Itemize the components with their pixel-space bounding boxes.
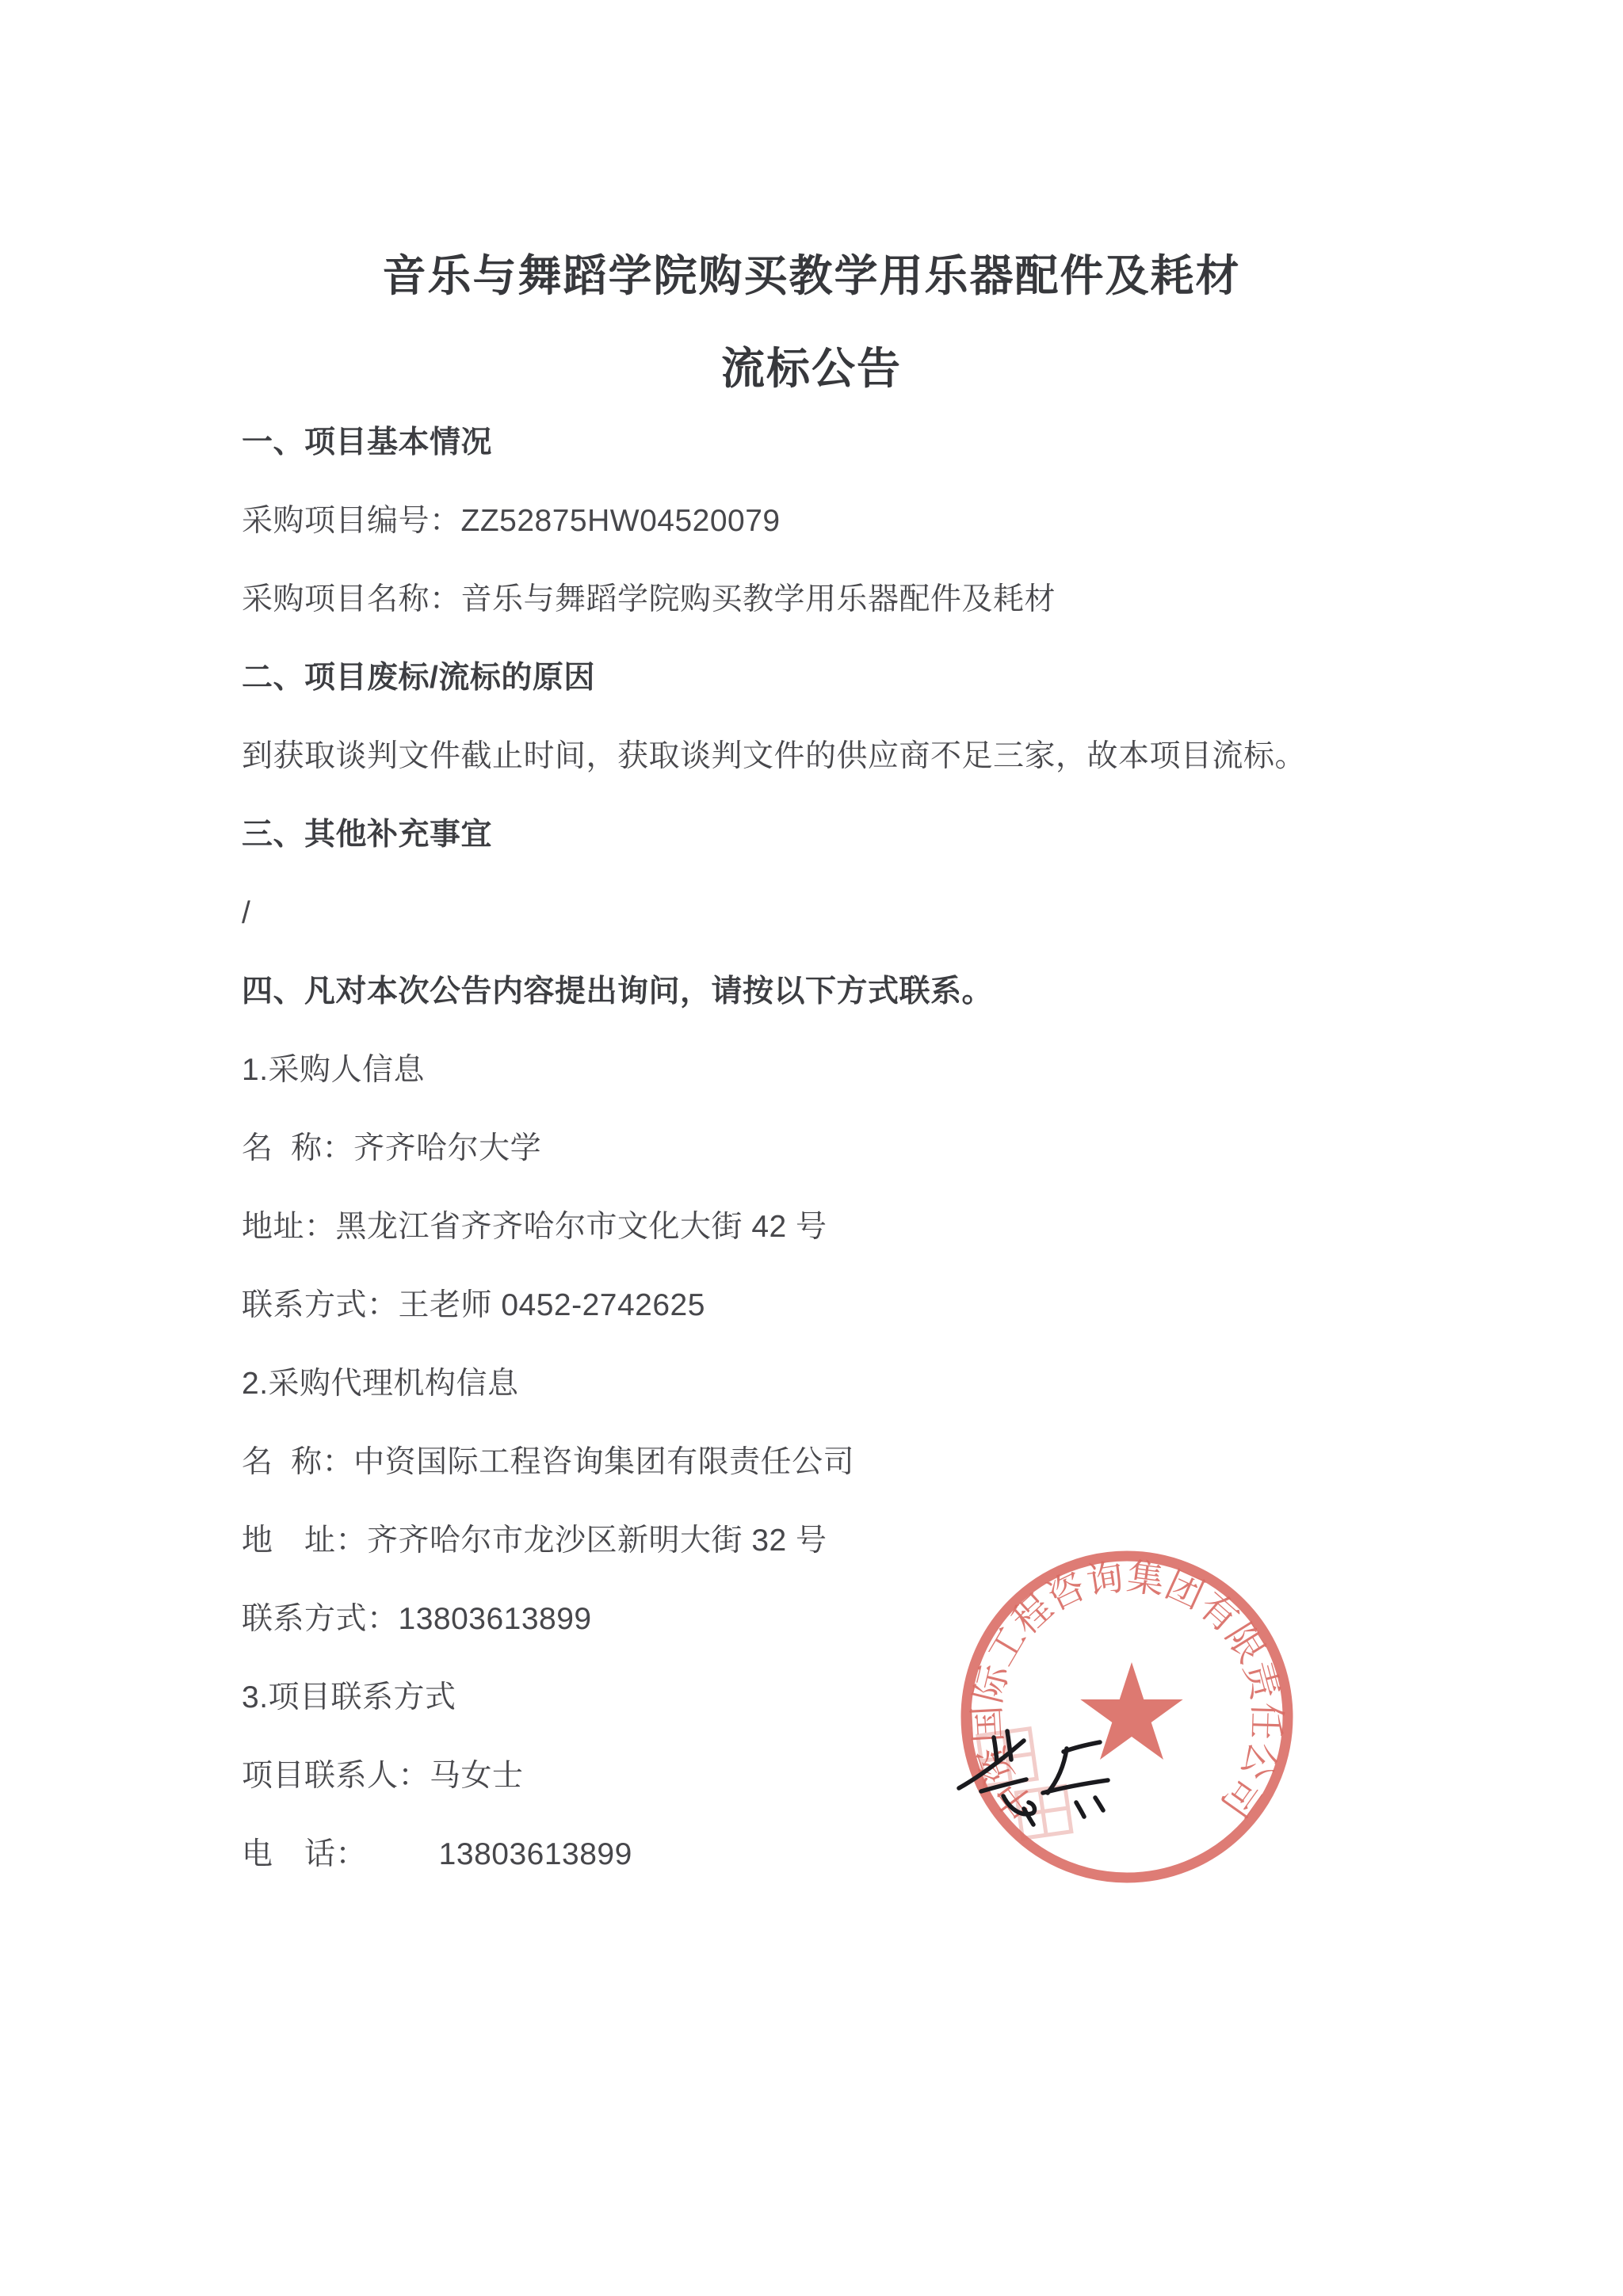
buyer-address-line: 地址：黑龙江省齐齐哈尔市文化大街 42 号: [242, 1210, 827, 1244]
project-contact-heading: 3.项目联系方式: [242, 1680, 456, 1714]
failure-reason-line: 到获取谈判文件截止时间，获取谈判文件的供应商不足三家，故本项目流标。: [242, 739, 1307, 773]
agency-info-heading: 2.采购代理机构信息: [242, 1367, 519, 1401]
project-number-line: 采购项目编号：ZZ52875HW04520079: [242, 504, 781, 538]
section-1-heading: 一、项目基本情况: [242, 425, 493, 460]
buyer-name-line: 名 称：齐齐哈尔大学: [242, 1131, 542, 1165]
project-contact-person-line: 项目联系人：马女士: [242, 1759, 524, 1793]
seal-arc-text: 中资国际工程咨询集团有限责任公司: [965, 1554, 1289, 1828]
title-line-project: 音乐与舞蹈学院购买教学用乐器配件及耗材: [382, 251, 1241, 300]
project-name-line: 采购项目名称：音乐与舞蹈学院购买教学用乐器配件及耗材: [242, 582, 1056, 616]
section-4-heading: 四、凡对本次公告内容提出询问，请按以下方式联系。: [242, 974, 994, 1009]
slash-placeholder-line: /: [242, 896, 251, 930]
agency-name-line: 名 称：中资国际工程咨询集团有限责任公司: [242, 1445, 855, 1479]
title-line-notice-type: 流标公告: [720, 344, 902, 393]
buyer-contact-line: 联系方式：王老师 0452-2742625: [242, 1288, 705, 1322]
agency-contact-line: 联系方式：13803613899: [242, 1602, 592, 1636]
company-seal: [951, 1541, 1300, 1890]
section-3-heading: 三、其他补充事宜: [242, 818, 493, 852]
section-2-heading: 二、项目废标/流标的原因: [242, 661, 595, 695]
agency-address-line: 地 址：齐齐哈尔市龙沙区新明大街 32 号: [242, 1524, 827, 1558]
document-title: [0, 230, 1623, 415]
project-phone-line: 电 话： 13803613899: [242, 1837, 632, 1871]
buyer-info-heading: 1.采购人信息: [242, 1053, 426, 1087]
